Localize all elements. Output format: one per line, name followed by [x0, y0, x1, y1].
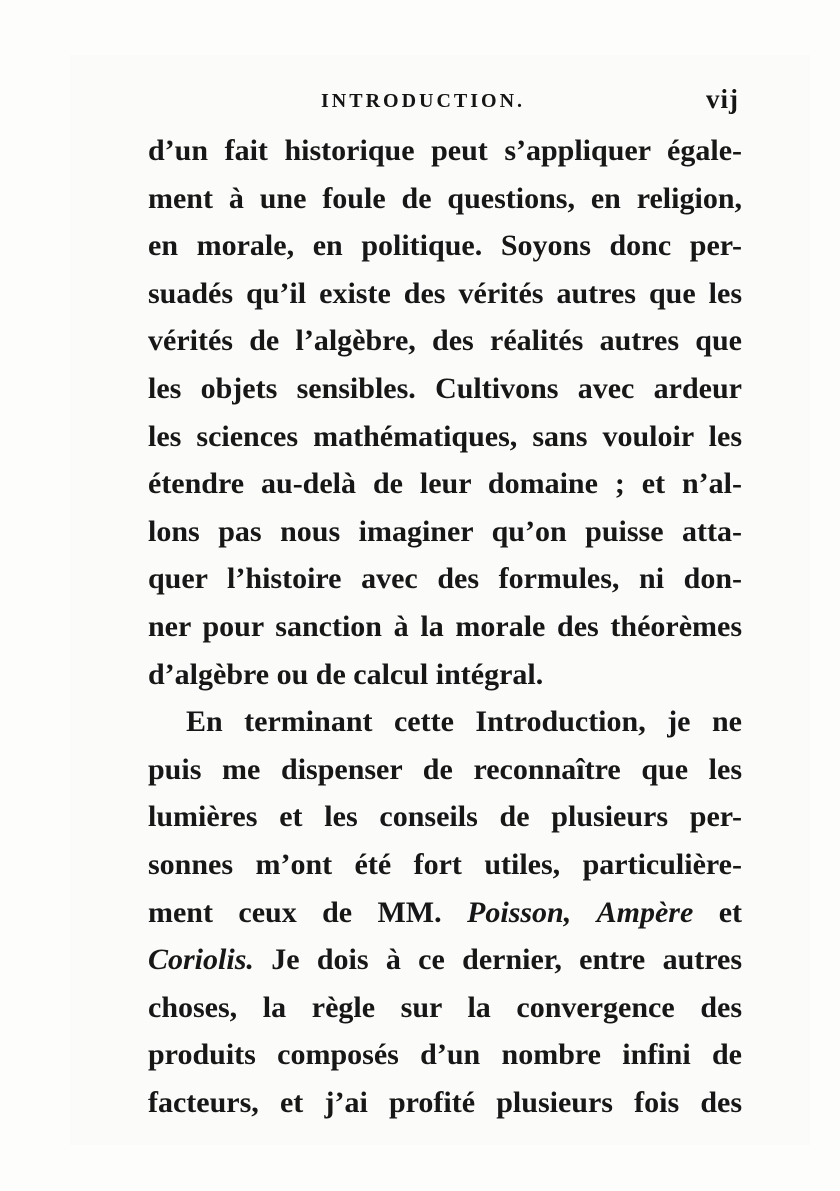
- text-line: les sciences mathématiques, sans vouloir les: [148, 419, 742, 453]
- text-line: ment à une foule de questions, en religion,: [148, 181, 742, 215]
- text-line: sonnes m’ont été fort utiles, particulière-: [148, 847, 742, 881]
- text-line: suadés qu’il existe des vérités autres que les: [148, 276, 742, 310]
- running-title: INTRODUCTION.: [321, 90, 526, 112]
- text-line: lons pas nous imaginer qu’on puisse atta-: [148, 514, 742, 548]
- text-line: vérités de l’algèbre, des réalités autres que: [148, 324, 742, 358]
- text-line: produits composés d’un nombre infini de: [148, 1038, 742, 1072]
- text-line: lumières et les conseils de plusieurs per-: [148, 800, 742, 834]
- text-line: ner pour sanction à la morale des théorèmes: [148, 609, 742, 643]
- name-coriolis: Coriolis.: [148, 943, 254, 977]
- text-line: facteurs, et j’ai profité plusieurs fois des: [148, 1085, 742, 1119]
- text-line: d’algèbre ou de calcul intégral.: [148, 657, 544, 691]
- text-line: puis me dispenser de reconnaître que les: [148, 752, 742, 786]
- text-fragment: Je dois à ce dernier, entre autres: [271, 943, 743, 977]
- text-line-names: [148, 889, 742, 937]
- text-line: en morale, en politique. Soyons donc per-: [148, 229, 742, 263]
- page-number: vij: [706, 84, 739, 114]
- text-fragment: ment ceux de MM.: [148, 895, 442, 929]
- text-line: d’un fait historique peut s’appliquer égale-: [148, 134, 742, 167]
- name-poisson: Poisson,: [467, 895, 572, 929]
- text-line: quer l’histoire avec des formules, ni don-: [148, 562, 742, 596]
- text-line: choses, la règle sur la convergence des: [148, 990, 742, 1024]
- text-fragment: et: [718, 895, 743, 929]
- text-line: étendre au-delà de leur domaine ; et n’al-: [148, 467, 742, 501]
- name-ampere: Ampère: [596, 895, 694, 929]
- text-line-coriolis: [148, 936, 742, 984]
- body-text: [148, 127, 742, 1126]
- page-header: [148, 84, 742, 114]
- text-line: les objets sensibles. Cultivons avec ardeur: [148, 371, 742, 405]
- paragraph-start-line: En terminant cette Introduction, je ne: [186, 705, 742, 739]
